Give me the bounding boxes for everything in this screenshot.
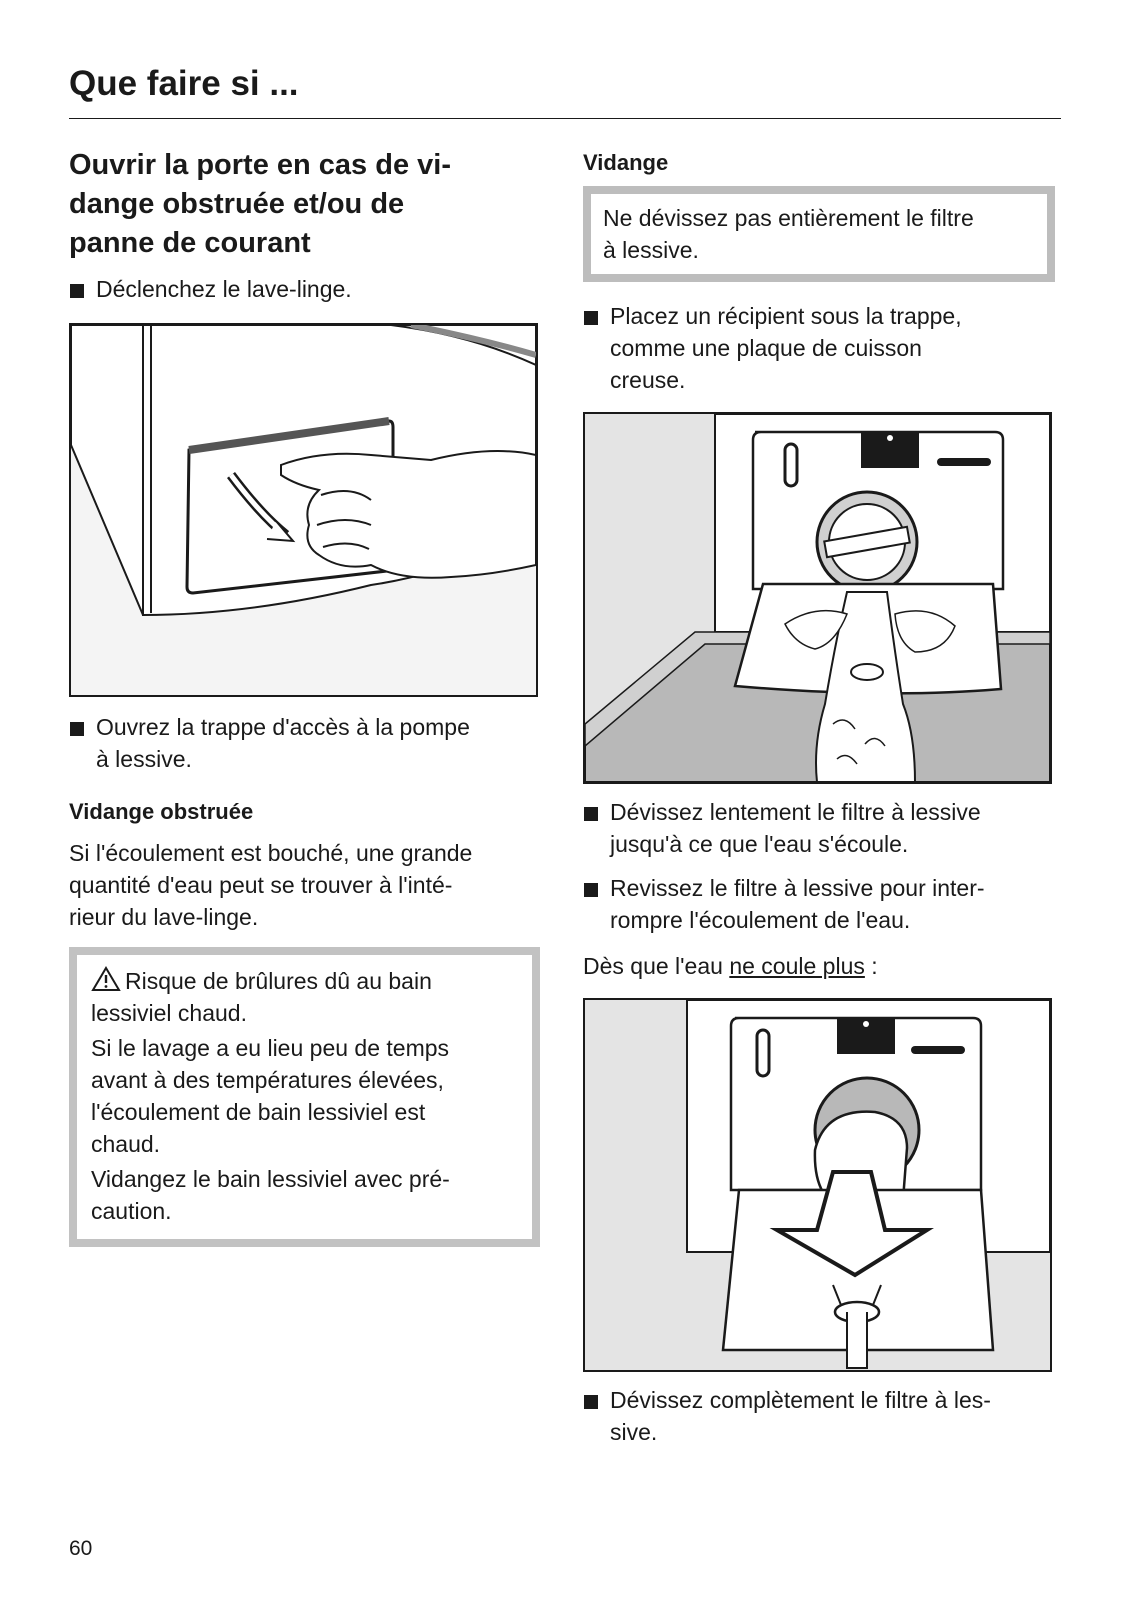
figure-water-draining: [583, 412, 1052, 784]
figure-open-pump-flap: [69, 323, 538, 697]
bullet-square-icon: [584, 883, 598, 897]
bullet-square-icon: [70, 284, 84, 298]
page-title: Que faire si ...: [69, 64, 299, 103]
step-switch-off: Déclenchez le lave-linge.: [69, 273, 553, 305]
step-unscrew-slowly: Dévissez lentement le filtre à lessive jusqu'à ce que l'eau s'écoule.: [583, 796, 1063, 860]
note-box: Ne dévissez pas entièrement le filtre à lessive.: [583, 186, 1055, 282]
section-title: Ouvrir la porte en cas de vi- dange obstruée et/ou de panne de courant: [69, 149, 451, 259]
left-column: [69, 146, 553, 1247]
right-column: [583, 146, 1063, 1448]
page-number: 60: [69, 1537, 93, 1560]
warning-heading: Risque de brûlures dû au bain lessiviel chaud.: [91, 968, 432, 1026]
step-unscrew-completely: Dévissez complètement le filtre à les- sive.: [583, 1384, 1063, 1448]
underlined-phrase: ne coule plus: [729, 953, 865, 979]
step-screw-back: Revissez le filtre à lessive pour inter- rompre l'écoulement de l'eau.: [583, 872, 1063, 936]
filter-removal-illustration: [585, 1000, 1050, 1370]
bullet-square-icon: [584, 1395, 598, 1409]
machine-flap-illustration: [71, 325, 536, 695]
bullet-square-icon: [70, 722, 84, 736]
filter-draining-illustration: [585, 414, 1050, 782]
subheading-drain: Vidange: [583, 150, 669, 175]
warning-detail: Si le lavage a eu lieu peu de temps avant à des températures élevées, l'écoulement de bain lessiviel est chaud.: [91, 1035, 450, 1157]
figure-remove-filter: [583, 998, 1052, 1372]
step-open-flap: Ouvrez la trappe d'accès à la pompe à lessive.: [69, 711, 553, 775]
step-place-container: Placez un récipient sous la trappe, comme une plaque de cuisson creuse.: [583, 300, 1063, 396]
paragraph-when-stopped: Dès que l'eau ne coule plus :: [583, 953, 878, 979]
warning-triangle-icon: [91, 966, 121, 992]
subheading-blocked-drain: Vidange obstruée: [69, 799, 254, 824]
header-rule: [69, 118, 1061, 119]
warning-box: [69, 947, 540, 1247]
bullet-square-icon: [584, 311, 598, 325]
paragraph-blocked-drain: Si l'écoulement est bouché, une grande quantité d'eau peut se trouver à l'inté- rieur du lave-linge.: [69, 840, 473, 930]
bullet-square-icon: [584, 807, 598, 821]
warning-action: Vidangez le bain lessiviel avec pré- caution.: [91, 1166, 450, 1224]
